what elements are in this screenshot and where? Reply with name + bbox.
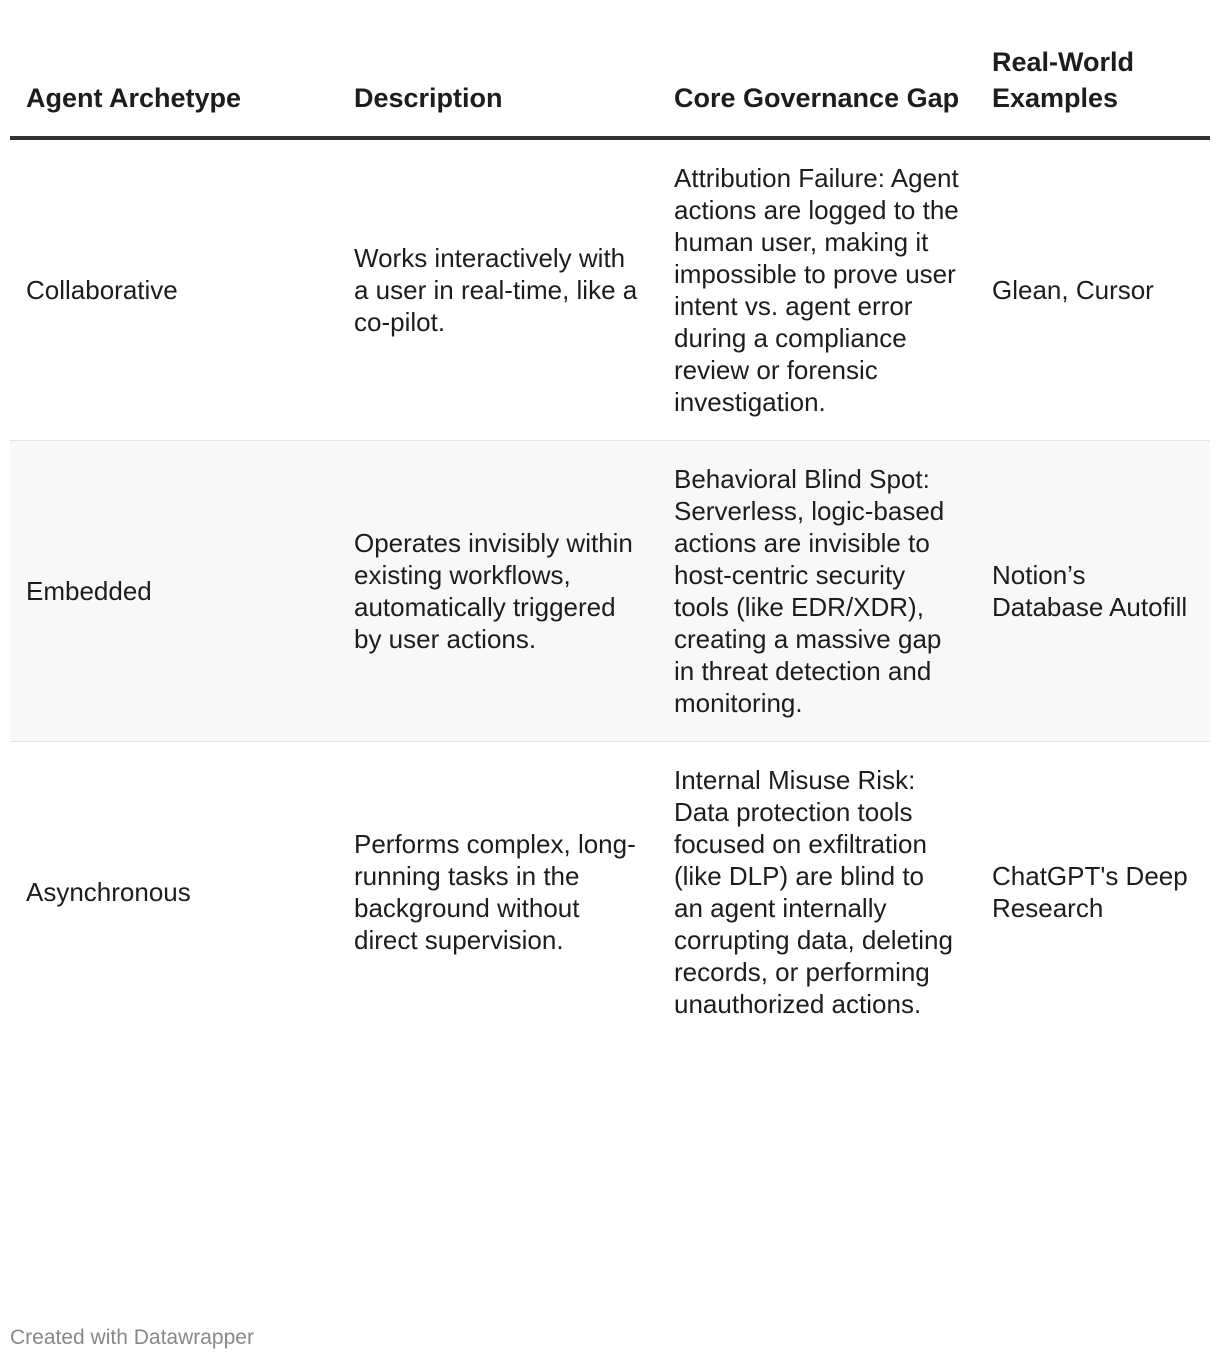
agent-archetype-table [10,0,1210,1042]
cell-governance-gap: Behavioral Blind Spot: Serverless, logic-based actions are invisible to host-centric security tools (like EDR/XDR), creating a massive gap in threat detection and monitoring. [658,441,976,742]
datawrapper-credit: Created with Datawrapper [10,1326,254,1349]
cell-examples: ChatGPT's Deep Research [992,861,1188,923]
cell-governance-gap: Attribution Failure: Agent actions are logged to the human user, making it impossible to prove user intent vs. agent error during a compliance review or forensic investigation. [658,138,976,441]
cell-description: Works interactively with a user in real-time, like a co-pilot. [338,138,658,441]
table-header [10,0,1210,138]
cell-archetype: Embedded [10,441,338,742]
header-row [10,0,1210,138]
table-body [10,138,1210,1042]
cell-description: Operates invisibly within existing workflows, automatically triggered by user actions. [338,441,658,742]
table-row-asynchronous [10,742,1210,1043]
header-core-governance-gap: Core Governance Gap [658,0,976,138]
table-row-embedded [10,441,1210,742]
governance-table-container [10,0,1210,1042]
cell-description: Performs complex, long-running tasks in the background without direct supervision. [354,829,636,955]
header-real-world-examples: Real-World Examples [976,0,1210,138]
table-row-collaborative [10,138,1210,441]
cell-governance-gap: Internal Misuse Risk: Data protection tools focused on exfiltration (like DLP) are blind to an agent internally corrupting data, deleting records, or performing unauthorized actions. [674,765,953,1019]
cell-examples: Glean, Cursor [976,138,1210,441]
cell-archetype: Asynchronous [26,877,191,907]
cell-examples: Notion’s Database Autofill [976,441,1210,742]
cell-archetype: Collaborative [10,138,338,441]
header-description: Description [338,0,658,138]
header-agent-archetype: Agent Archetype [10,0,338,138]
